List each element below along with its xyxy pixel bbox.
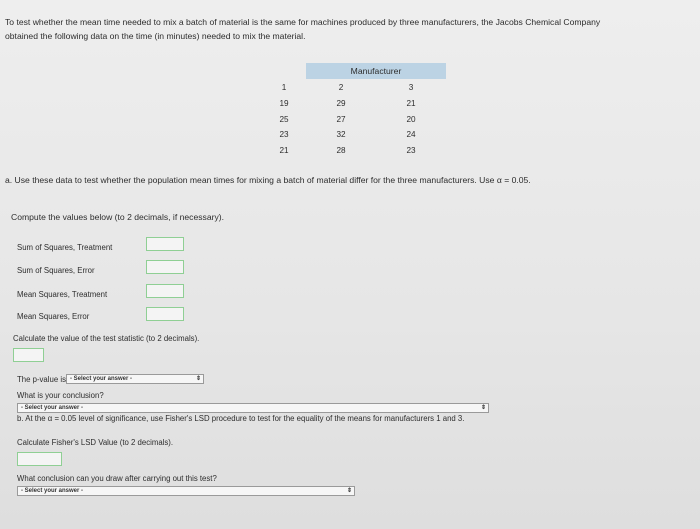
ss-error-label: Sum of Squares, Error: [17, 266, 95, 275]
lsd-conclusion-label: What conclusion can you draw after carrying out this test?: [17, 474, 217, 483]
ss-treatment-input[interactable]: [146, 237, 184, 251]
table-row: [262, 143, 446, 159]
lsd-value-input[interactable]: [17, 452, 62, 466]
table-cell: 23: [279, 130, 289, 140]
column-header-3: 3: [408, 83, 414, 92]
intro-line-1: To test whether the mean time needed to mix a batch of material is the same for machines produced by three manufacturers, the Jacobs Chemical Company: [5, 17, 601, 27]
table-cell: 21: [279, 145, 289, 155]
table-row: [262, 112, 446, 128]
ms-error-input[interactable]: [146, 307, 184, 321]
table-cell: 28: [336, 145, 346, 155]
table-row: [262, 96, 446, 112]
conclusion-dropdown[interactable]: [17, 403, 489, 413]
table-cell: 25: [279, 114, 289, 124]
test-stat-instruction: Calculate the value of the test statistic (to 2 decimals).: [13, 334, 200, 343]
table-cell: 23: [406, 145, 416, 155]
ss-error-input[interactable]: [146, 260, 184, 274]
table-cell: 27: [336, 114, 346, 124]
part-b-question: b. At the α = 0.05 level of significance, use Fisher's LSD procedure to test for the equality of the means for manufacturers 1 and 3.: [17, 414, 465, 423]
lsd-instruction: Calculate Fisher's LSD Value (to 2 decimals).: [17, 438, 174, 447]
conclusion-label: What is your conclusion?: [17, 391, 104, 400]
pvalue-dropdown-text: - Select your answer -: [70, 376, 133, 382]
ss-treatment-label: Sum of Squares, Treatment: [17, 243, 113, 252]
manufacturer-header: Manufacturer: [306, 63, 446, 79]
test-statistic-input[interactable]: [13, 348, 44, 362]
lsd-conclusion-dropdown-text: - Select your answer -: [21, 488, 84, 494]
chevron-down-icon: ⇕: [480, 405, 486, 411]
compute-instruction: Compute the values below (to 2 decimals, if necessary).: [11, 212, 225, 222]
table-cell: 24: [406, 130, 416, 140]
ms-treatment-input[interactable]: [146, 284, 184, 298]
ms-treatment-label: Mean Squares, Treatment: [17, 290, 108, 299]
table-cell: 19: [279, 99, 289, 109]
table-cell: 32: [336, 130, 346, 140]
column-header-1: 1: [281, 83, 287, 92]
intro-line-2: obtained the following data on the time (in minutes) needed to mix the material.: [5, 31, 306, 41]
part-a-question: a. Use these data to test whether the population mean times for mixing a batch of material differ for the three manufacturers. Use α = 0.05.: [5, 175, 531, 185]
data-table: [262, 63, 446, 158]
table-cell: 21: [406, 99, 416, 109]
conclusion-dropdown-text: - Select your answer -: [21, 405, 84, 411]
pvalue-label: The p-value is: [17, 375, 66, 384]
ms-error-label: Mean Squares, Error: [17, 312, 90, 321]
column-header-2: 2: [338, 83, 344, 92]
chevron-down-icon: ⇕: [195, 376, 201, 382]
pvalue-dropdown[interactable]: [66, 374, 204, 384]
table-row: [262, 127, 446, 143]
lsd-conclusion-dropdown[interactable]: [17, 486, 355, 496]
table-cell: 20: [406, 114, 416, 124]
chevron-down-icon: ⇕: [346, 488, 352, 494]
table-cell: 29: [336, 99, 346, 109]
